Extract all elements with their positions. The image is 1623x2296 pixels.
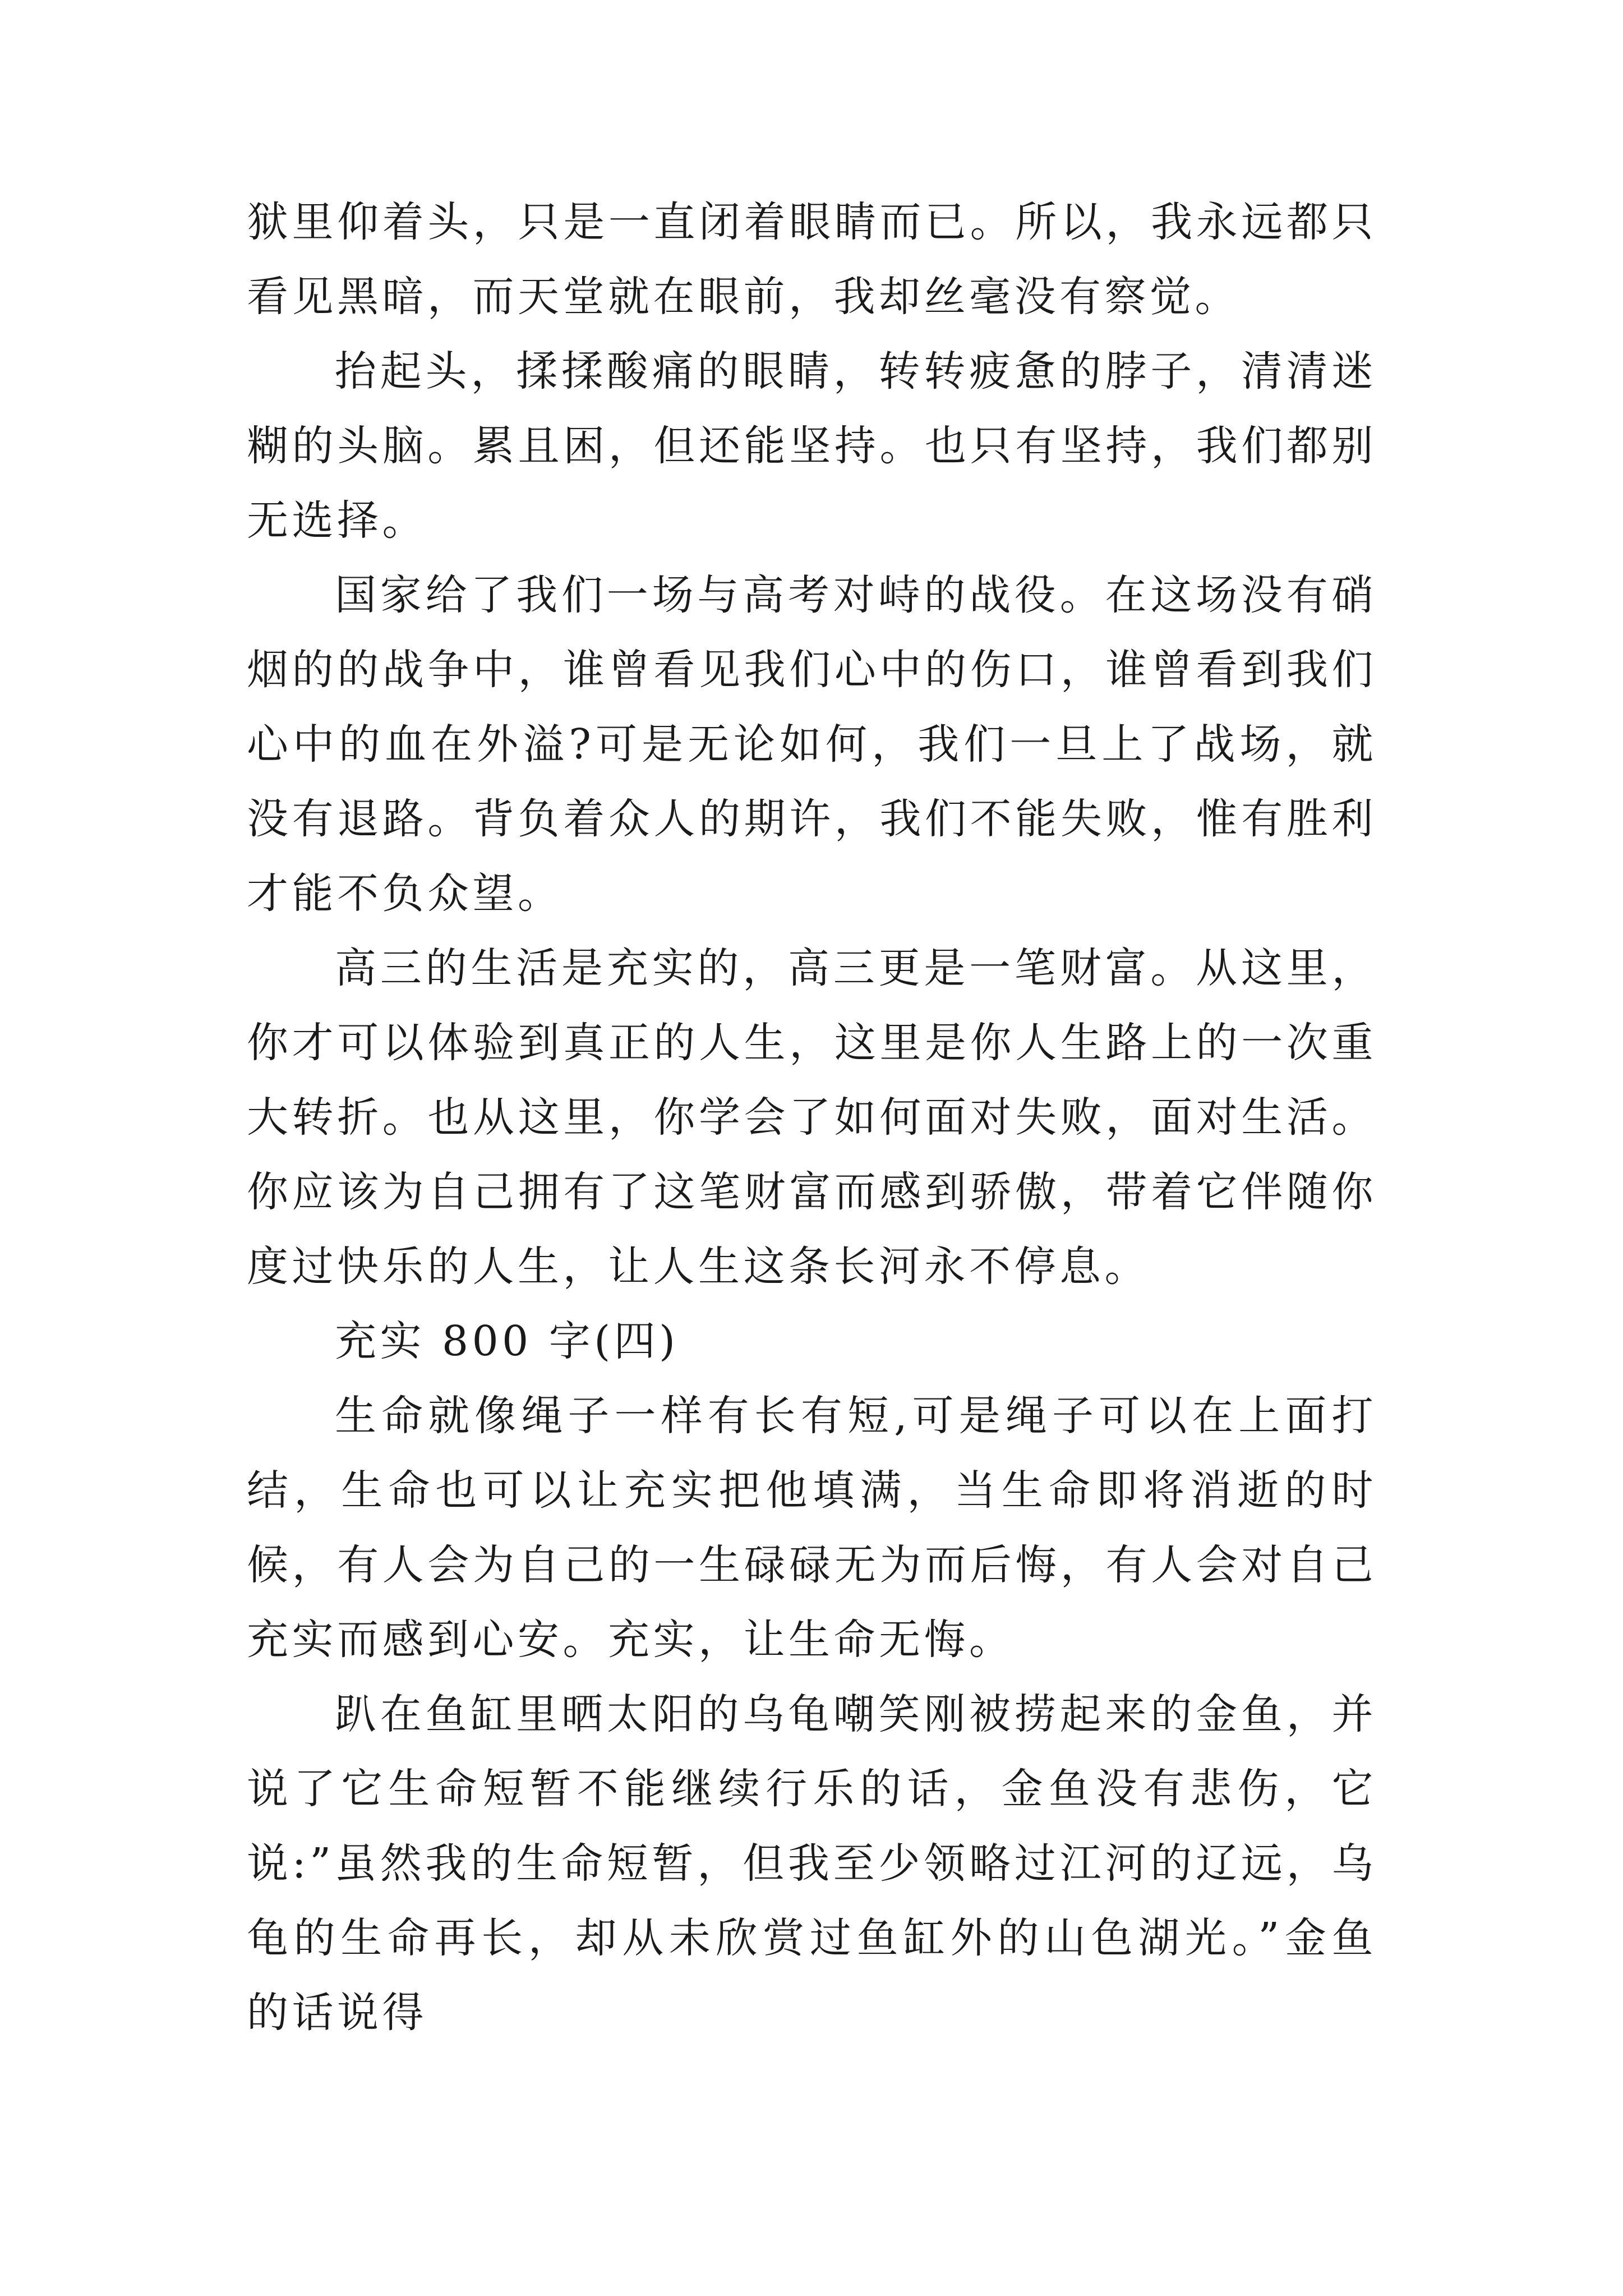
body-text: [247, 185, 1377, 2050]
section-heading: 充实 800 字(四): [335, 1317, 679, 1365]
paragraph-4: 高三的生活是充实的，高三更是一笔财富。从这里，你才可以体验到真正的人生，这里是你人生路上的一次重大转折。也从这里，你学会了如何面对失败，面对生活。你应该为自己拥有了这笔财富而感到骄傲，带着它伴随你度过快乐的人生，让人生这条长河永不停息。: [247, 944, 1377, 1291]
paragraph-6: 趴在鱼缸里晒太阳的乌龟嘲笑刚被捞起来的金鱼，并说了它生命短暂不能继续行乐的话，金鱼没有悲伤，它说:”虽然我的生命短暂，但我至少领略过江河的辽远，乌龟的生命再长，却从未欣赏过鱼缸外的山色湖光。”金鱼的话说得: [247, 1690, 1377, 2037]
paragraph-1: 狱里仰着头，只是一直闭着眼睛而已。所以，我永远都只看见黑暗，而天堂就在眼前，我却丝毫没有察觉。: [247, 198, 1377, 321]
paragraph-5: 生命就像绳子一样有长有短,可是绳子可以在上面打结，生命也可以让充实把他填满，当生命即将消逝的时候，有人会为自己的一生碌碌无为而后悔，有人会对自己充实而感到心安。充实，让生命无悔。: [247, 1392, 1377, 1664]
paragraph-3: 国家给了我们一场与高考对峙的战役。在这场没有硝烟的的战争中，谁曾看见我们心中的伤口，谁曾看到我们心中的血在外溢?可是无论如何，我们一旦上了战场，就没有退路。背负着众人的期许，我们不能失败，惟有胜利才能不负众望。: [247, 571, 1377, 918]
paragraph-2: 抬起头，揉揉酸痛的眼睛，转转疲惫的脖子，清清迷糊的头脑。累且困，但还能坚持。也只有坚持，我们都别无选择。: [247, 347, 1377, 545]
